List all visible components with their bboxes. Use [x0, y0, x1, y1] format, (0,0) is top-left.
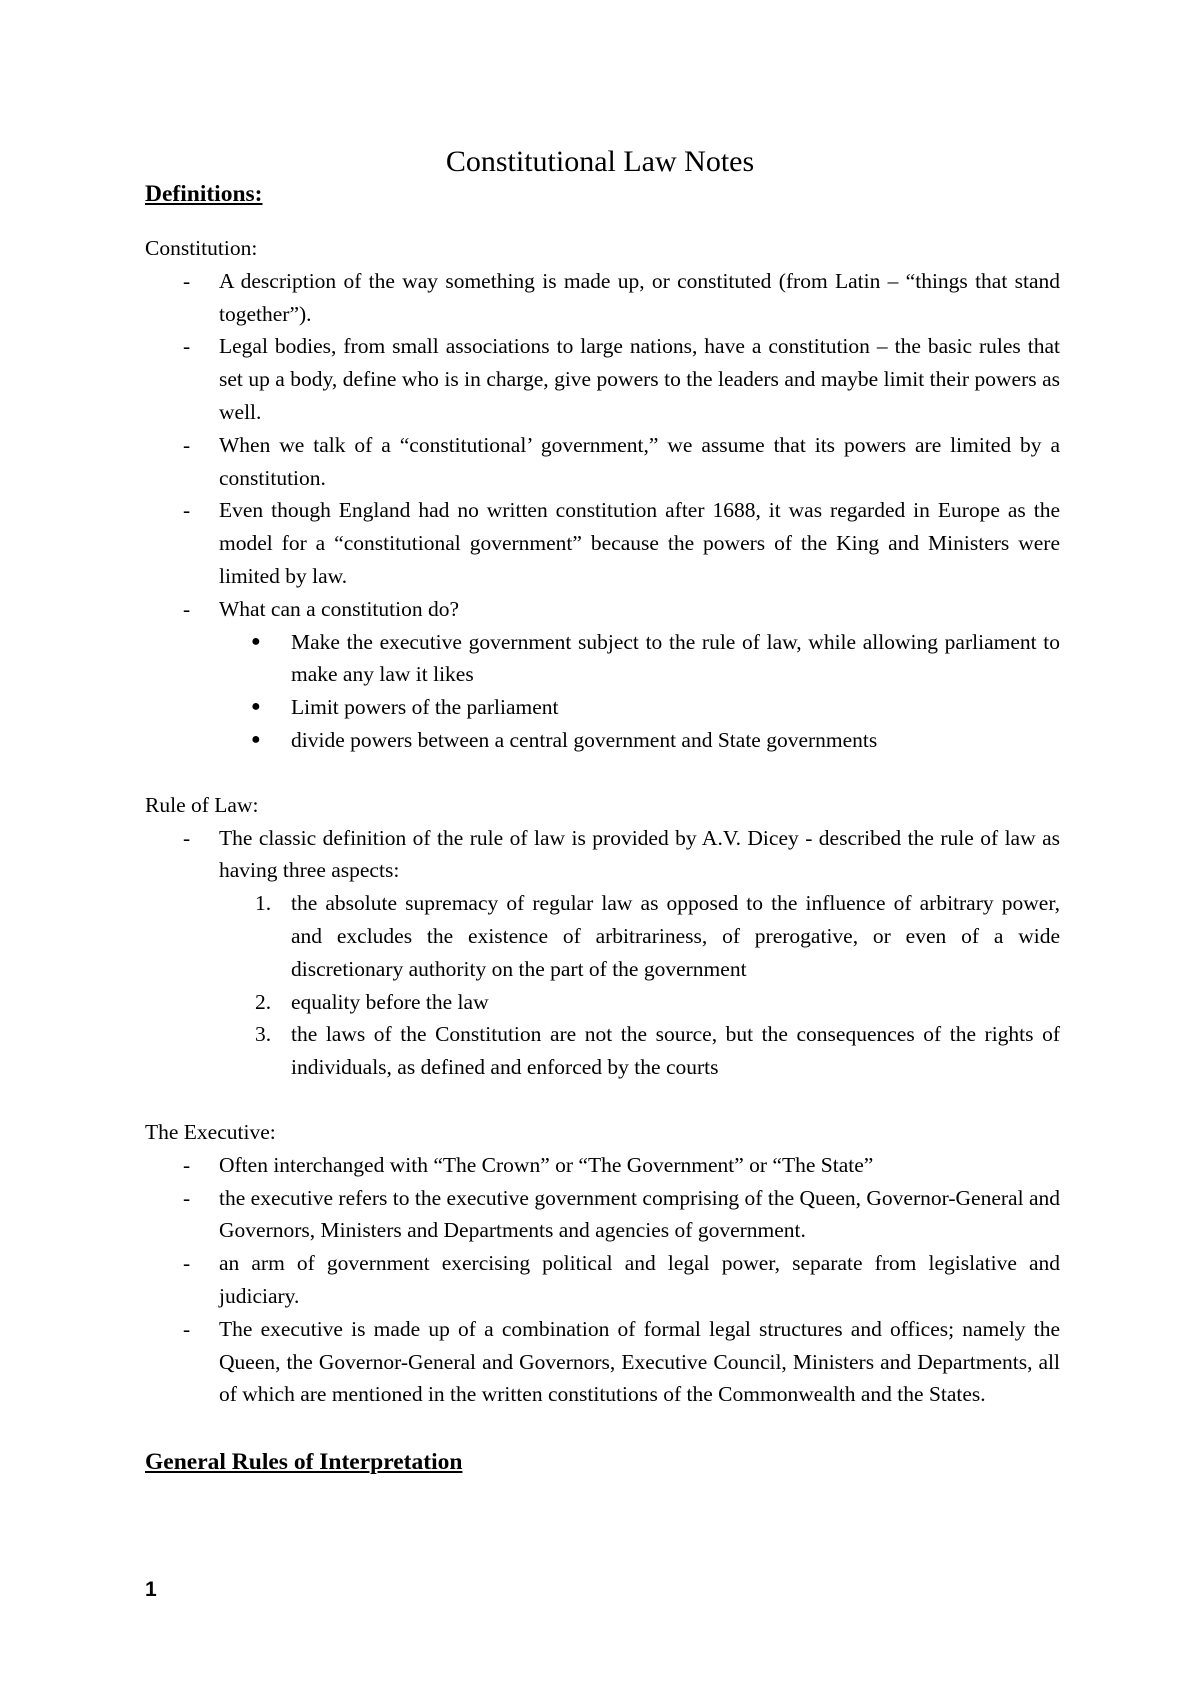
rule-of-law-list [145, 822, 1060, 1084]
bullet-marker: ● [251, 698, 261, 716]
dash-marker: - [183, 1316, 191, 1341]
dash-marker: - [183, 498, 191, 523]
numbered-item-text: equality before the law [291, 989, 489, 1014]
dash-marker: - [183, 268, 191, 293]
constitution-label: Constitution: [145, 236, 258, 260]
number-marker: 1. [255, 891, 272, 916]
dash-marker: - [183, 334, 191, 359]
rule-of-law-numbered-list [219, 887, 1060, 1084]
list-item-text: the executive refers to the executive government comprising of the Queen, Governor-General and Governors, Ministers and Departments and agencies of government. [219, 1185, 1060, 1243]
numbered-item-text: the laws of the Constitution are not the source, but the consequences of the rights of individuals, as defined and enforced by the courts [291, 1022, 1060, 1080]
list-item [145, 1247, 1060, 1313]
number-marker: 3. [255, 1022, 272, 1047]
dash-marker: - [183, 1185, 191, 1210]
constitution-sublist [219, 626, 1060, 757]
numbered-item [145, 986, 1060, 1019]
sub-list-item-text: divide powers between a central government and State governments [291, 727, 878, 752]
list-item-text: A description of the way something is made up, or constituted (from Latin – “things that stand together”). [219, 268, 1060, 326]
rule-of-law-label: Rule of Law: [145, 792, 259, 817]
list-item [145, 429, 1060, 495]
list-item [145, 265, 1060, 331]
general-rules-heading: General Rules of Interpretation [145, 1449, 463, 1476]
dash-marker: - [183, 825, 191, 850]
list-item [145, 1313, 1060, 1411]
rule-of-law-section [145, 789, 1060, 1084]
document-title: Constitutional Law Notes [445, 145, 755, 178]
document-body [145, 176, 1060, 1479]
list-item-text: Even though England had no written constitution after 1688, it was regarded in Europe as the model for a “constitutional government” because the powers of the King and Ministers were limited by law. [219, 498, 1060, 588]
dash-marker: - [183, 1251, 191, 1276]
list-item-text: Legal bodies, from small associations to large nations, have a constitution – the basic rules that set up a body, define who is in charge, give powers to the leaders and maybe limit their powers as well. [219, 334, 1060, 424]
list-item-text: an arm of government exercising political and legal power, separate from legislative and judiciary. [219, 1251, 1060, 1308]
bullet-marker: ● [251, 632, 261, 650]
number-marker: 2. [255, 989, 272, 1014]
numbered-item [145, 887, 1060, 985]
sub-list-item [145, 724, 1060, 757]
page-number: 1 [145, 1578, 157, 1601]
list-item-text: Often interchanged with “The Crown” or “The Government” or “The State” [219, 1152, 874, 1177]
list-item-text: What can a constitution do? [219, 596, 460, 621]
definitions-heading: Definitions: [145, 181, 263, 207]
sub-list-item-text: Make the executive government subject to the rule of law, while allowing parliament to make any law it likes [291, 629, 1060, 687]
dash-marker: - [183, 1152, 191, 1177]
list-item [145, 494, 1060, 592]
list-item-text: The executive is made up of a combination of formal legal structures and offices; namely the Queen, the Governor-General and Governors, Executive Council, Ministers and Departments, all of which are mentioned in the written constitutions of the Commonwealth and the States. [219, 1316, 1060, 1407]
executive-label: The Executive: [145, 1119, 276, 1144]
list-item [145, 330, 1060, 428]
list-item [145, 822, 1060, 1084]
list-item [145, 1182, 1060, 1248]
executive-list [145, 1149, 1060, 1411]
list-item [145, 1149, 1060, 1182]
executive-section [145, 1116, 1060, 1411]
constitution-section [145, 232, 1060, 757]
dash-marker: - [183, 596, 191, 621]
constitution-list [145, 265, 1060, 757]
numbered-item-text: the absolute supremacy of regular law as opposed to the influence of arbitrary power, and excludes the existence of arbitrariness, of prerogative, or even of a wide discretionary authority on the part of the government [291, 891, 1060, 981]
list-item-text: When we talk of a “constitutional’ government,” we assume that its powers are limited by a constitution. [219, 432, 1060, 490]
list-item-text: The classic definition of the rule of law is provided by A.V. Dicey - described the rule of law as having three aspects: [219, 825, 1060, 883]
sub-list-item [145, 691, 1060, 724]
sub-list-item [145, 626, 1060, 692]
list-item [145, 593, 1060, 757]
bullet-marker: ● [251, 730, 261, 748]
numbered-item [145, 1018, 1060, 1084]
sub-list-item-text: Limit powers of the parliament [291, 695, 559, 720]
dash-marker: - [183, 432, 191, 457]
